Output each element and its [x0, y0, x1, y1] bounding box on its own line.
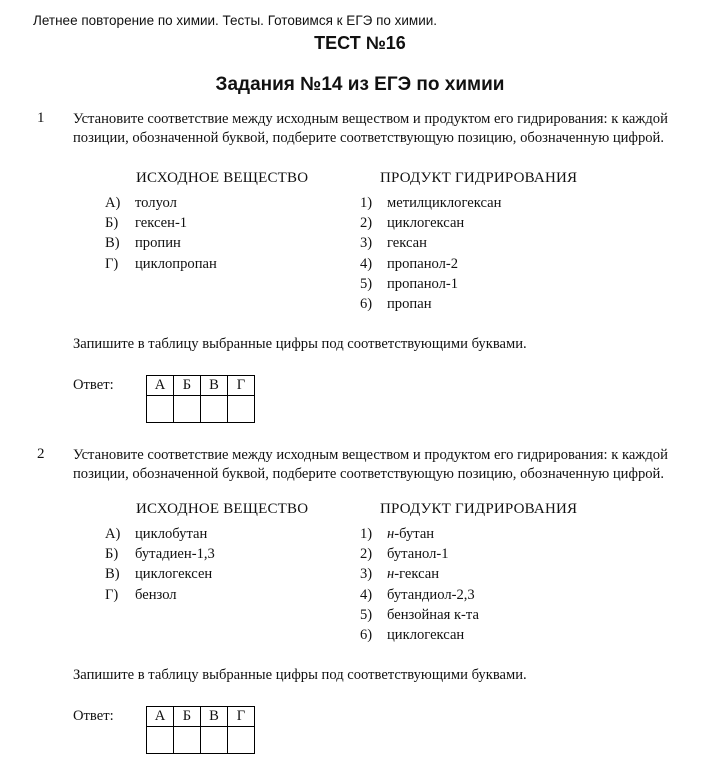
right-column-header: ПРОДУКТ ГИДРИРОВАНИЯ [380, 170, 578, 186]
section-title: Задания №14 из ЕГЭ по химии [215, 74, 505, 95]
answer-cell[interactable] [174, 396, 201, 423]
answer-cell[interactable] [174, 727, 201, 754]
list-item [105, 566, 215, 586]
list-item [105, 526, 215, 546]
item-marker: 3) [360, 566, 373, 583]
answer-cell[interactable] [228, 396, 255, 423]
list-item [105, 215, 217, 235]
list-item [360, 566, 479, 586]
list-item [360, 296, 501, 316]
item-text: пропан [387, 295, 432, 312]
item-text: циклобутан [135, 526, 208, 542]
answer-table [146, 706, 255, 754]
item-text: пропанол-1 [387, 275, 459, 292]
answer-cell[interactable] [201, 727, 228, 754]
substance-list [105, 526, 215, 607]
answer-cell[interactable] [147, 396, 174, 423]
list-item [360, 256, 501, 276]
item-marker: 5) [360, 606, 373, 623]
answer-column-header: Б [174, 376, 201, 396]
item-text: циклогексан [387, 626, 465, 643]
item-marker: 6) [360, 295, 373, 312]
item-marker: 6) [360, 626, 373, 643]
item-text: бутадиен-1,3 [135, 546, 215, 563]
item-marker: Г) [105, 255, 119, 272]
item-text: бензол [135, 586, 177, 603]
answer-table [146, 375, 255, 423]
task-text: Установите соответствие между исходным веществом и продуктом его гидрирования: к каждой позиции, обозначенной буквой, подберите соответствующую позицию, обозначенную цифрой. [73, 111, 668, 146]
answer-instruction: Запишите в таблицу выбранные цифры под соответствующими буквами. [73, 667, 527, 683]
item-text: -бутан [394, 526, 435, 542]
item-text: пропанол-2 [387, 255, 459, 272]
answer-column-header: В [201, 707, 228, 727]
item-marker: 1) [360, 526, 373, 542]
list-item [360, 627, 479, 647]
item-prefix: н [387, 526, 395, 542]
item-text: метилциклогексан [387, 195, 502, 211]
answer-cell[interactable] [147, 727, 174, 754]
answer-label: Ответ: [73, 377, 114, 393]
product-list [360, 195, 501, 316]
item-marker: А) [105, 526, 121, 542]
item-marker: А) [105, 195, 121, 211]
list-item [360, 607, 479, 627]
list-item [360, 587, 479, 607]
answer-column-header: А [147, 376, 174, 396]
answer-column-header: Г [228, 707, 255, 727]
item-marker: Г) [105, 586, 119, 603]
page-header-line: Летнее повторение по химии. Тесты. Готовимся к ЕГЭ по химии. [33, 13, 438, 28]
item-text: циклопропан [135, 255, 217, 272]
task-number: 2 [37, 446, 45, 462]
list-item [360, 215, 501, 235]
answer-instruction: Запишите в таблицу выбранные цифры под соответствующими буквами. [73, 336, 527, 352]
item-marker: 2) [360, 215, 373, 232]
item-text: гексан [387, 235, 427, 252]
item-marker: В) [105, 566, 120, 583]
item-text: циклогексан [387, 215, 465, 232]
list-item [105, 195, 217, 215]
answer-cell[interactable] [201, 396, 228, 423]
product-list [360, 526, 479, 647]
answer-column-header: В [201, 376, 228, 396]
list-item [105, 587, 215, 607]
substance-list [105, 195, 217, 276]
list-item [105, 546, 215, 566]
list-item [360, 195, 501, 215]
answer-column-header: А [147, 707, 174, 727]
left-column-header: ИСХОДНОЕ ВЕЩЕСТВО [136, 170, 309, 186]
test-title: ТЕСТ №16 [314, 33, 406, 53]
item-text: -гексан [394, 566, 440, 583]
list-item [105, 235, 217, 255]
item-marker: В) [105, 235, 120, 252]
item-text: пропин [135, 235, 181, 252]
item-marker: 3) [360, 235, 373, 252]
list-item [360, 526, 479, 546]
answer-column-header: Г [228, 376, 255, 396]
task-number: 1 [37, 110, 45, 126]
right-column-header: ПРОДУКТ ГИДРИРОВАНИЯ [380, 501, 578, 517]
item-prefix: н [387, 566, 395, 583]
list-item [105, 256, 217, 276]
answer-column-header: Б [174, 707, 201, 727]
list-item [360, 546, 479, 566]
item-text: гексен-1 [135, 215, 188, 232]
item-marker: Б) [105, 546, 119, 563]
item-marker: 4) [360, 586, 373, 603]
item-marker: 2) [360, 546, 373, 563]
task-text: Установите соответствие между исходным веществом и продуктом его гидрирования: к каждой позиции, обозначенной буквой, подберите соответствующую позицию, обозначенную цифрой. [73, 447, 668, 482]
item-text: бензойная к-та [387, 606, 479, 623]
item-text: бутанол-1 [387, 546, 449, 563]
answer-label: Ответ: [73, 708, 114, 724]
item-text: толуол [135, 195, 177, 211]
item-text: бутандиол-2,3 [387, 586, 475, 603]
item-marker: 5) [360, 275, 373, 292]
answer-cell[interactable] [228, 727, 255, 754]
item-text: циклогексен [135, 566, 213, 583]
item-marker: Б) [105, 215, 119, 232]
item-marker: 1) [360, 195, 373, 211]
item-marker: 4) [360, 255, 373, 272]
left-column-header: ИСХОДНОЕ ВЕЩЕСТВО [136, 501, 309, 517]
list-item [360, 235, 501, 255]
list-item [360, 276, 501, 296]
